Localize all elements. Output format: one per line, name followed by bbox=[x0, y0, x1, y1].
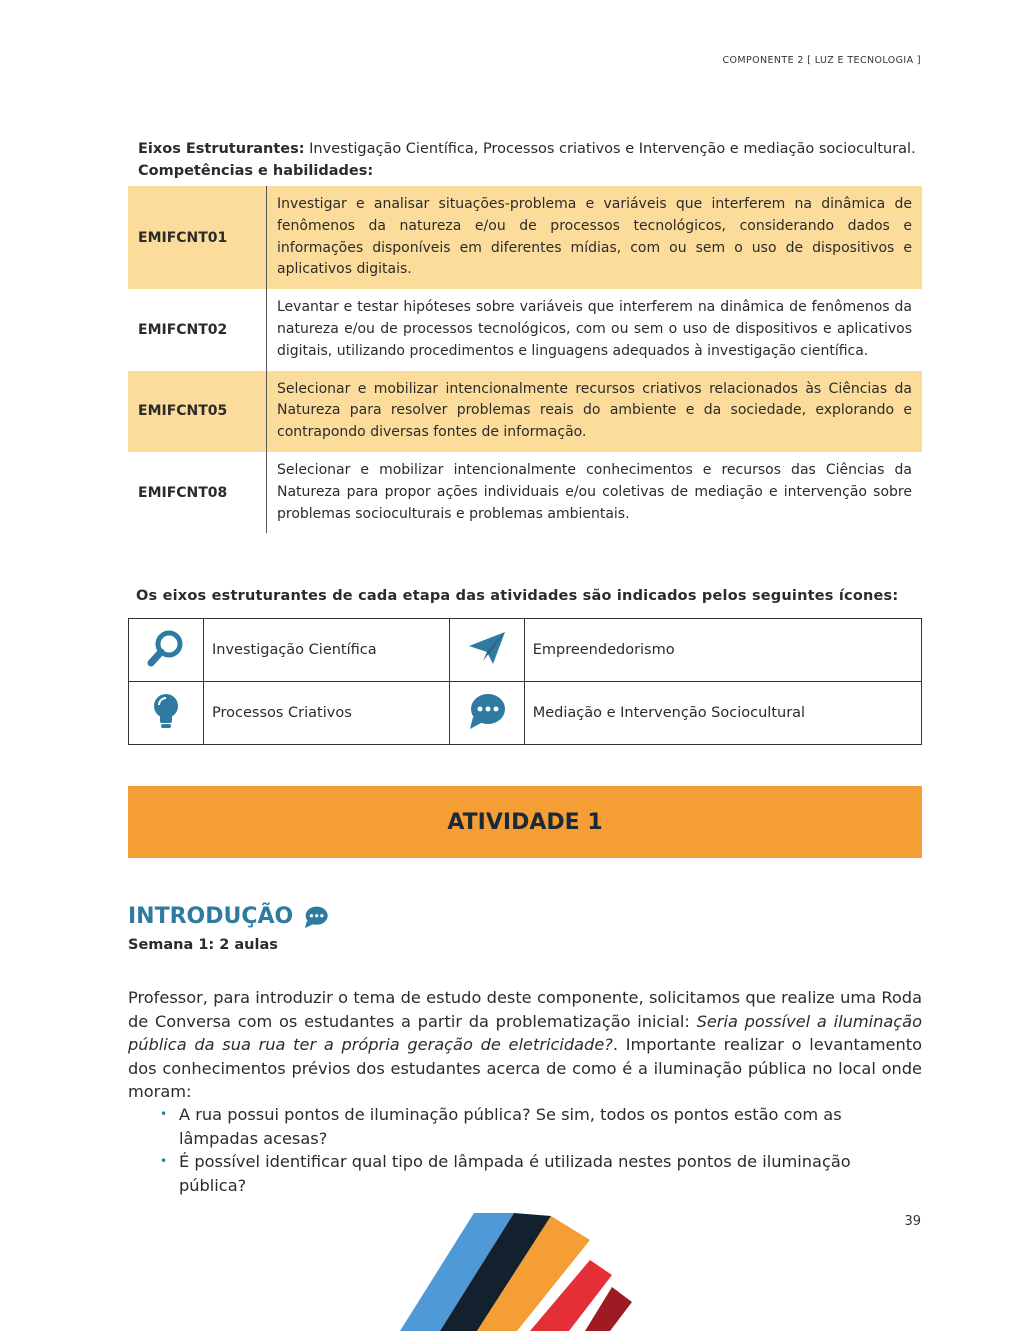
competency-text: Levantar e testar hipóteses sobre variáveis que interferem na dinâmica de fenômenos da natureza e/ou de processos tecnológicos, com ou sem o uso de dispositivos e aplicativos digitais, utilizando procedimentos e linguagens adequados à investigação científica. bbox=[277, 299, 912, 359]
list-item-text: É possível identificar qual tipo de lâmpada é utilizada nestes pontos de iluminação pública? bbox=[179, 1152, 851, 1195]
bullet-icon: • bbox=[160, 1154, 168, 1168]
competencies-label: Competências e habilidades: bbox=[138, 163, 374, 179]
icon-label: Mediação e Intervenção Sociocultural bbox=[524, 682, 921, 745]
page-number: 39 bbox=[904, 1214, 921, 1229]
axes-label: Eixos Estruturantes: bbox=[138, 141, 305, 157]
running-header: COMPONENTE 2 [ LUZ E TECNOLOGIA ] bbox=[722, 55, 921, 66]
competency-text: Selecionar e mobilizar intencionalmente recursos criativos relacionados às Ciências da Natureza para resolver problemas reais do ambiente e da sociedade, explorando e contrapondo diversas fontes de informação. bbox=[267, 371, 923, 452]
competency-code: EMIFCNT01 bbox=[128, 186, 267, 289]
activity-title: ATIVIDADE 1 bbox=[447, 809, 603, 835]
intro-heading: INTRODUÇÃO bbox=[128, 904, 294, 929]
bullet-icon: • bbox=[160, 1107, 168, 1121]
icons-section-title: Os eixos estruturantes de cada etapa das atividades são indicados pelos seguintes ícones: bbox=[136, 588, 899, 604]
week-label: Semana 1: 2 aulas bbox=[128, 937, 278, 953]
competency-code: EMIFCNT05 bbox=[128, 371, 267, 452]
icon-label: Investigação Científica bbox=[204, 619, 450, 682]
list-item-text: A rua possui pontos de iluminação pública? Se sim, todos os pontos estão com as lâmpadas acesas? bbox=[179, 1105, 842, 1148]
icon-label: Processos Criativos bbox=[204, 682, 450, 745]
para-text: Professor, para introduzir o tema de estudo deste componente, solicitamos que realize uma Roda de Conversa com os estudantes a partir da problematização inicial: bbox=[128, 988, 922, 1031]
competency-code: EMIFCNT02 bbox=[128, 289, 267, 370]
axes-text: Investigação Científica, Processos criativos e Intervenção e mediação sociocultural. bbox=[309, 141, 916, 157]
para-text: . Importante realizar o levantamento dos conhecimentos prévios dos estudantes acerca de como é a iluminação pública no local onde moram: bbox=[128, 1035, 922, 1101]
competency-text: Investigar e analisar situações-problema e variáveis que interferem na dinâmica de fenômenos da natureza e/ou de processos tecnológicos, considerando dados e informações disponíveis em diferentes mídias, com ou sem o uso de dispositivos e aplicativos digitais. bbox=[267, 186, 923, 289]
competency-text: Selecionar e mobilizar intencionalmente conhecimentos e recursos das Ciências da Natureza para propor ações individuais e/ou coletivas de mediação e intervenção sobre problemas socioculturais e problemas ambientais. bbox=[277, 461, 912, 522]
para-question: Seria possível a iluminação pública da sua rua ter a própria geração de eletricidade? bbox=[128, 1011, 922, 1054]
competency-code: EMIFCNT08 bbox=[128, 452, 267, 533]
icon-label: Empreendedorismo bbox=[524, 619, 921, 682]
